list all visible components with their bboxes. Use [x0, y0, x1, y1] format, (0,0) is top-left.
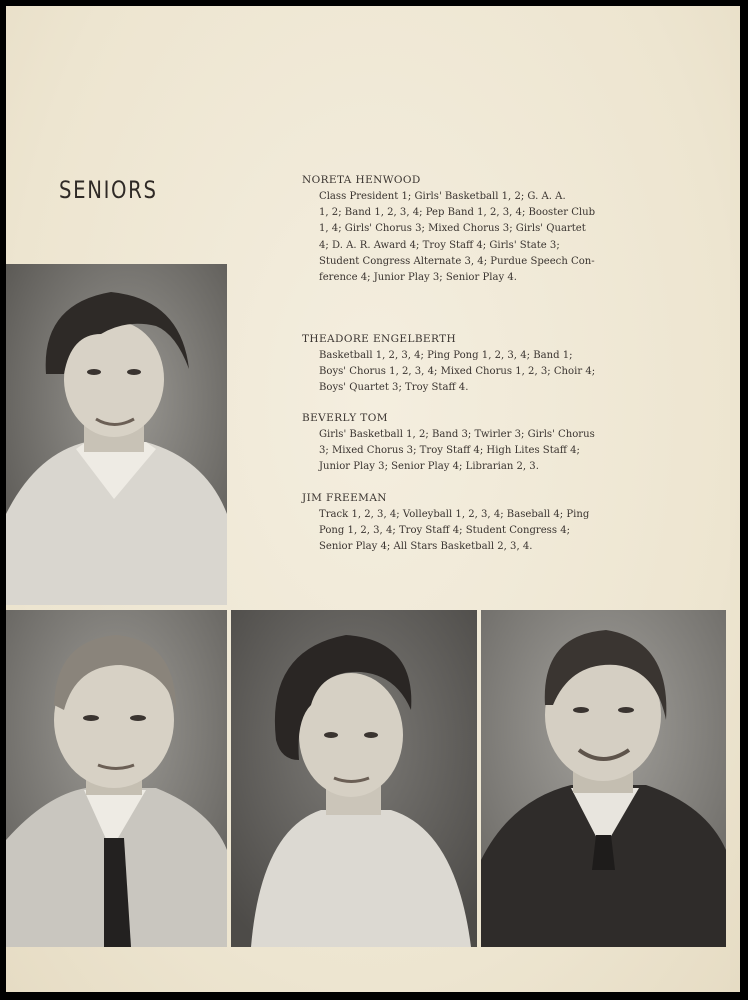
activity-line: 1, 4; Girls' Chorus 3; Mixed Chorus 3; Girls' Quartet	[319, 222, 586, 235]
portrait-image	[6, 610, 227, 947]
portrait-image	[481, 610, 726, 947]
senior-activities	[319, 188, 595, 285]
senior-name: THEADORE ENGELBERTH	[302, 333, 457, 345]
activity-line: 1, 2; Band 1, 2, 3, 4; Pep Band 1, 2, 3, 4; Booster Club	[319, 206, 596, 219]
activity-line: Pong 1, 2, 3, 4; Troy Staff 4; Student Congress 4;	[319, 524, 571, 537]
activity-line: Basketball 1, 2, 3, 4; Ping Pong 1, 2, 3, 4; Band 1;	[319, 349, 573, 361]
portrait-photo-engelberth	[6, 610, 227, 947]
activity-line: Girls' Basketball 1, 2; Band 3; Twirler 3; Girls' Chorus	[319, 428, 595, 440]
senior-bio-tom	[302, 410, 609, 475]
activity-line: ference 4; Junior Play 3; Senior Play 4.	[319, 271, 517, 284]
senior-bio-henwood	[302, 172, 610, 285]
activity-line: Boys' Quartet 3; Troy Staff 4.	[319, 381, 469, 394]
senior-activities	[319, 506, 589, 555]
senior-activities	[319, 347, 595, 396]
activity-line: Student Congress Alternate 3, 4; Purdue Speech Con-	[319, 254, 595, 267]
senior-name: JIM FREEMAN	[302, 492, 387, 504]
portrait-image	[231, 610, 477, 947]
senior-bio-engelberth	[302, 331, 610, 396]
senior-name: BEVERLY TOM	[302, 412, 388, 424]
activity-line: Junior Play 3; Senior Play 4; Librarian 2, 3.	[319, 460, 539, 473]
activity-line: Track 1, 2, 3, 4; Volleyball 1, 2, 3, 4; Baseball 4; Ping	[319, 508, 590, 520]
yearbook-page	[6, 6, 740, 992]
activity-line: 3; Mixed Chorus 3; Troy Staff 4; High Lites Staff 4;	[319, 444, 580, 457]
portrait-image	[6, 264, 227, 605]
page-heading: SENIORS	[59, 176, 158, 204]
activity-line: Boys' Chorus 1, 2, 3, 4; Mixed Chorus 1, 2, 3; Choir 4;	[319, 365, 596, 378]
activity-line: Senior Play 4; All Stars Basketball 2, 3, 4.	[319, 540, 533, 553]
portrait-photo-tom	[231, 610, 477, 947]
portrait-photo-freeman	[481, 610, 726, 947]
senior-activities	[319, 426, 595, 475]
senior-bio-freeman	[302, 490, 604, 555]
activity-line: 4; D. A. R. Award 4; Troy Staff 4; Girls' State 3;	[319, 238, 560, 251]
activity-line: Class President 1; Girls' Basketball 1, 2; G. A. A.	[319, 190, 566, 202]
senior-name: NORETA HENWOOD	[302, 174, 421, 186]
portrait-photo-henwood	[6, 264, 227, 605]
